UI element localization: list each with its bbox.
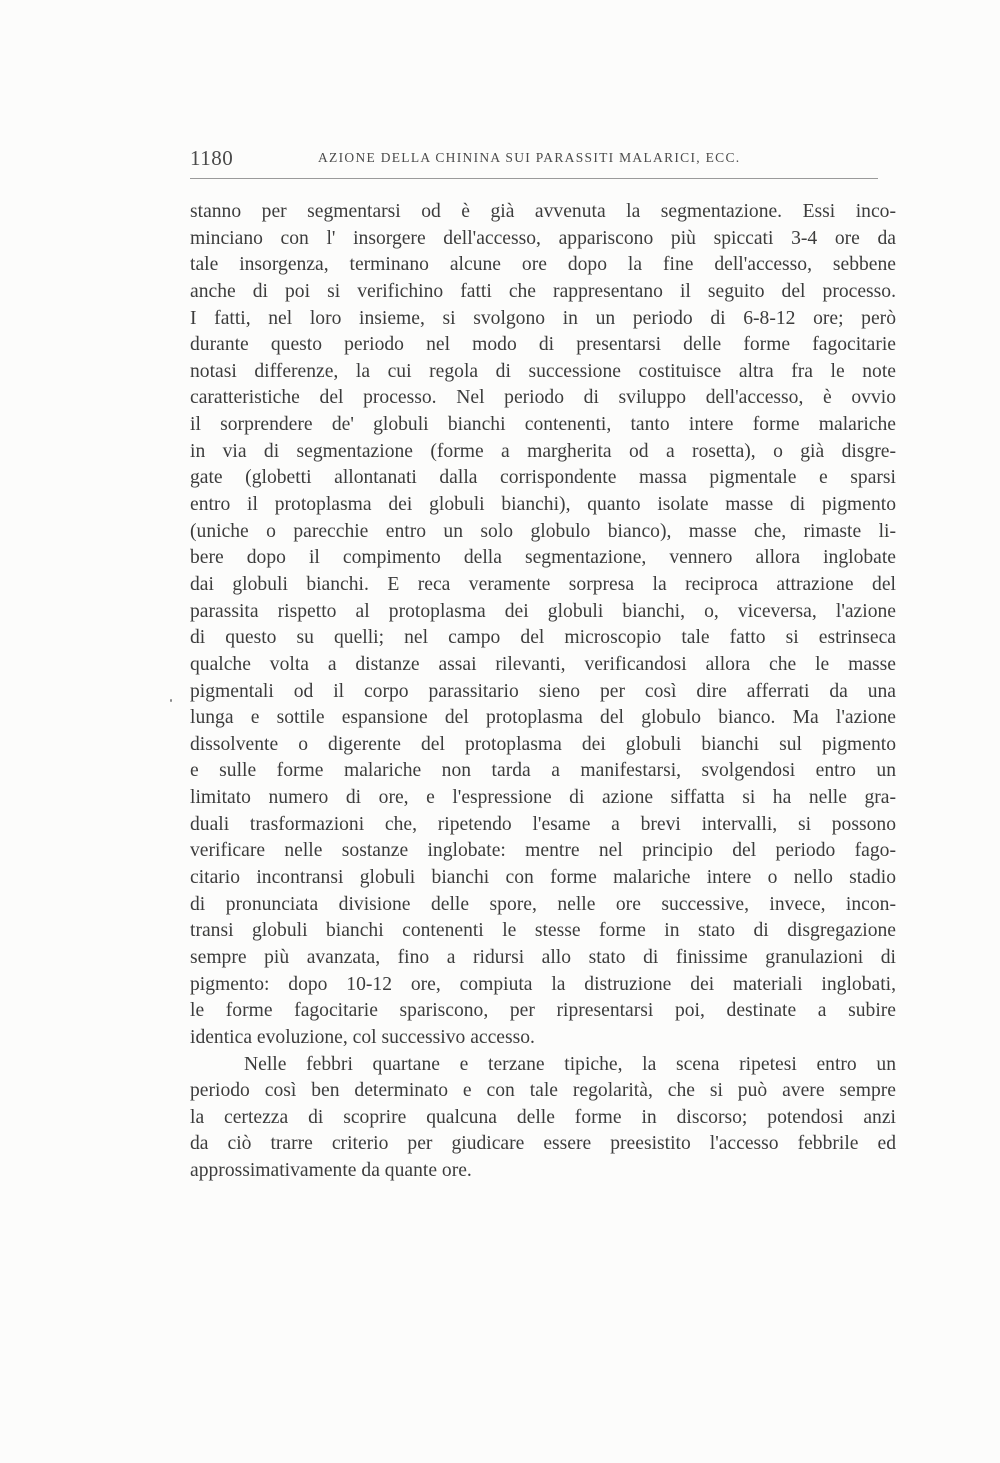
text-line: sempre più avanzata, fino a ridursi allo stato di finissime granulazioni di [190,946,896,968]
text-line: gate (globetti allontanati dalla corrispondente massa pigmentale e sparsi [190,467,896,489]
text-line: Nelle febbri quartane e terzane tipiche, la scena ripetesi entro un [244,1053,896,1075]
paragraph-2 [190,1052,896,1185]
text-line: di pronunciata divisione delle spore, nelle ore successive, invece, incon- [190,893,896,915]
header-rule [190,178,878,179]
text-line: limitato numero di ore, e l'espressione di azione siffatta si ha nelle gra- [190,787,896,809]
text-line: qualche volta a distanze assai rilevanti, verificandosi allora che le masse [190,653,896,675]
text-line: le forme fagocitarie spariscono, per ripresentarsi poi, destinate a subire [190,1000,896,1022]
text-line: dai globuli bianchi. E reca veramente sorpresa la reciproca attrazione del [190,573,896,595]
text-line: caratteristiche del processo. Nel periodo di sviluppo dell'accesso, è ovvio [190,387,896,409]
text-line: (uniche o parecchie entro un solo globulo bianco), masse che, rimaste li- [190,520,896,542]
text-line: dissolvente o digerente del protoplasma dei globuli bianchi sul pigmento [190,733,896,755]
text-line: pigmento: dopo 10-12 ore, compiuta la distruzione dei materiali inglobati, [190,973,896,995]
text-line: stanno per segmentarsi od è già avvenuta la segmentazione. Essi inco- [190,201,896,222]
text-line: il sorprendere de' globuli bianchi contenenti, tanto intere forme malariche [190,414,896,436]
body-text [190,199,896,1185]
text-line: e sulle forme malariche non tarda a manifestarsi, svolgendosi entro un [190,760,896,782]
text-line: I fatti, nel loro insieme, si svolgono in un periodo di 6-8-12 ore; però [190,307,896,329]
text-line: parassita rispetto al protoplasma dei globuli bianchi, o, viceversa, l'azione [190,600,896,622]
print-speck [170,699,172,702]
text-line: anche di poi si verifichino fatti che rappresentano il seguito del processo. [190,280,896,302]
text-line: entro il protoplasma dei globuli bianchi), quanto isolate masse di pigmento [190,494,896,516]
running-title: AZIONE DELLA CHININA SUI PARASSITI MALARICI, ECC. [318,150,741,165]
text-line: pigmentali od il corpo parassitario sieno per così dire afferrati da una [190,680,896,702]
text-line: tale insorgenza, terminano alcune ore dopo la fine dell'accesso, sebbene [190,254,896,276]
text-line: identica evoluzione, col successivo accesso. [190,1026,535,1048]
text-line: di questo su quelli; nel campo del microscopio tale fatto si estrinseca [190,627,896,649]
text-line: durante questo periodo nel modo di presentarsi delle forme fagocitarie [190,334,896,356]
text-line: notasi differenze, la cui regola di successione costituisce altra fra le note [190,360,896,382]
text-line: bere dopo il compimento della segmentazione, vennero allora inglobate [190,547,896,569]
page-number: 1180 [190,146,234,170]
text-line: minciano con l' insorgere dell'accesso, appariscono più spiccati 3-4 ore da [190,227,896,249]
text-line: citario incontransi globuli bianchi con forme malariche intere o nello stadio [190,867,896,889]
text-line: la certezza di scoprire qualcuna delle forme in discorso; potendosi anzi [190,1106,896,1128]
page-header [190,146,880,176]
text-line: lunga e sottile espansione del protoplasma del globulo bianco. Ma l'azione [190,707,896,729]
text-line: da ciò trarre criterio per giudicare essere preesistito l'accesso febbrile ed [190,1133,896,1155]
paragraph-1 [190,199,896,1052]
text-line: duali trasformazioni che, ripetendo l'esame a brevi intervalli, si possono [190,813,896,835]
text-line: periodo così ben determinato e con tale regolarità, che si può avere sempre [190,1080,896,1102]
text-line: approssimativamente da quante ore. [190,1160,472,1182]
text-line: in via di segmentazione (forme a margherita od a rosetta), o già disgre- [190,440,896,462]
text-line: transi globuli bianchi contenenti le stesse forme in stato di disgregazione [190,920,896,942]
text-line: verificare nelle sostanze inglobate: mentre nel principio del periodo fago- [190,840,896,862]
